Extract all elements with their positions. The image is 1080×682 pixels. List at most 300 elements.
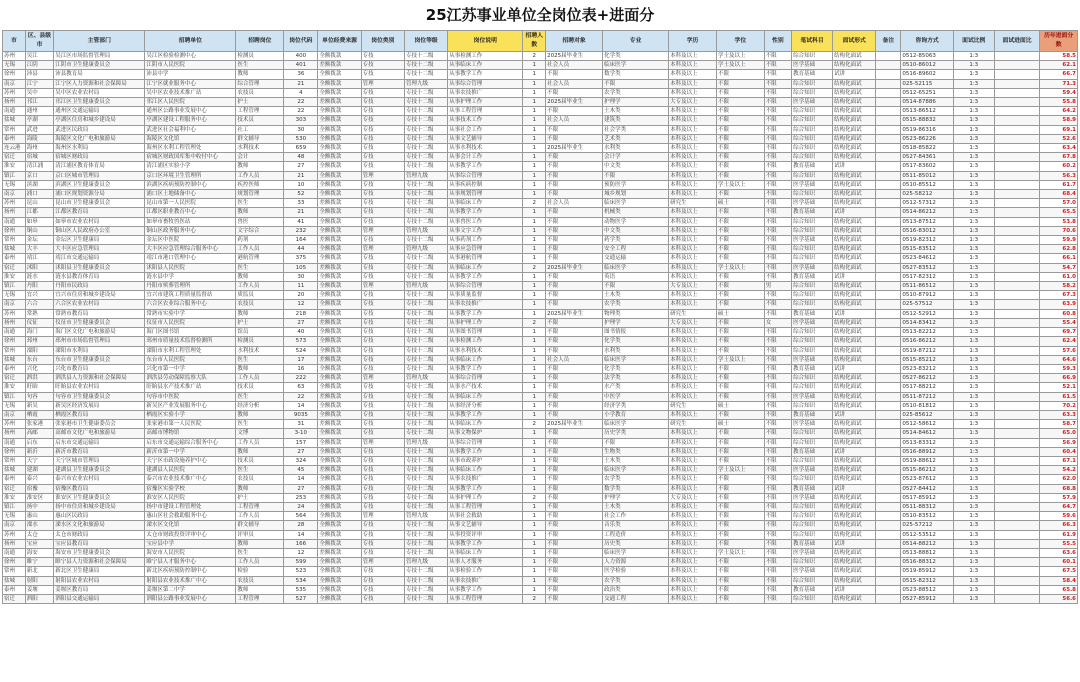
table-cell[interactable]: 不限 (764, 521, 791, 530)
table-cell[interactable]: 从事规划管理 (448, 190, 523, 199)
column-header[interactable]: 岗位说明 (448, 31, 523, 52)
table-cell[interactable]: 不限 (546, 236, 603, 245)
table-cell[interactable]: 本科及以上 (669, 383, 717, 392)
table-cell[interactable]: 1 (523, 548, 546, 557)
table-cell[interactable] (876, 61, 901, 70)
table-cell[interactable]: 1:3 (953, 272, 994, 281)
table-cell[interactable]: 专技十二级 (404, 539, 447, 548)
table-cell[interactable]: 结构化面试 (833, 530, 876, 539)
table-cell[interactable]: 试讲 (833, 208, 876, 217)
table-cell[interactable]: 从事教学工作 (448, 364, 523, 373)
table-cell[interactable]: 不限 (764, 309, 791, 318)
table-cell[interactable]: 33 (284, 199, 318, 208)
table-cell[interactable]: 从事护理工作 (448, 493, 523, 502)
table-cell[interactable] (994, 245, 1040, 254)
table-cell[interactable]: 技术员 (236, 456, 284, 465)
table-cell[interactable]: 全额拨款 (318, 217, 361, 226)
table-cell[interactable]: 0527-83512 (901, 263, 953, 272)
table-cell[interactable]: 仪征 (25, 318, 53, 327)
table-cell[interactable]: 苏州 (3, 309, 26, 318)
table-cell[interactable]: 232 (284, 226, 318, 235)
table-cell[interactable]: 不限 (716, 208, 764, 217)
table-cell[interactable]: 不限 (546, 346, 603, 355)
table-cell[interactable]: 1:3 (953, 199, 994, 208)
table-cell[interactable]: 本科及以上 (669, 567, 717, 576)
table-cell[interactable]: 1 (523, 153, 546, 162)
table-cell[interactable]: 宜兴 (25, 291, 53, 300)
table-cell[interactable]: 0515-82312 (901, 576, 953, 585)
table-cell[interactable]: 523 (284, 567, 318, 576)
table-cell[interactable]: 14 (284, 401, 318, 410)
table-cell[interactable]: 不限 (764, 52, 791, 61)
table-cell[interactable]: 海州 (25, 144, 53, 153)
table-cell[interactable]: 本科及以上 (669, 346, 717, 355)
table-cell[interactable]: 不限 (546, 153, 603, 162)
table-cell[interactable]: 不限 (546, 374, 603, 383)
table-cell[interactable]: 睢宁县人才服务中心 (145, 558, 236, 567)
table-cell[interactable]: 专技 (361, 594, 404, 603)
table-cell[interactable]: 全额拨款 (318, 226, 361, 235)
table-cell[interactable]: 专技十二级 (404, 585, 447, 594)
table-cell[interactable]: 盐城 (3, 245, 26, 254)
table-cell[interactable]: 0513-83312 (901, 438, 953, 447)
table-cell[interactable]: 1:3 (953, 594, 994, 603)
table-cell[interactable]: 1:3 (953, 107, 994, 116)
table-cell[interactable]: 学士及以上 (716, 52, 764, 61)
table-cell[interactable]: 66.9 (1040, 374, 1078, 383)
table-cell[interactable]: 综合知识 (792, 374, 833, 383)
table-cell[interactable] (876, 438, 901, 447)
table-cell[interactable]: 不限 (764, 328, 791, 337)
table-cell[interactable]: 检测员 (236, 52, 284, 61)
table-cell[interactable]: 农学类 (603, 300, 669, 309)
table-cell[interactable]: 沛县教育局 (54, 70, 145, 79)
table-cell[interactable]: 全额拨款 (318, 364, 361, 373)
table-cell[interactable]: 专技 (361, 401, 404, 410)
table-cell[interactable]: 差额拨款 (318, 420, 361, 429)
table-cell[interactable]: 常熟 (25, 309, 53, 318)
table-cell[interactable]: 不限 (764, 134, 791, 143)
table-cell[interactable]: 不限 (546, 594, 603, 603)
table-cell[interactable]: 从事临床工作 (448, 355, 523, 364)
table-cell[interactable]: 专技 (361, 383, 404, 392)
table-cell[interactable]: 专技 (361, 208, 404, 217)
table-cell[interactable]: 专技 (361, 484, 404, 493)
table-cell[interactable]: 0515-86212 (901, 466, 953, 475)
table-cell[interactable]: 惠山 (25, 512, 53, 521)
table-cell[interactable]: 专技 (361, 61, 404, 70)
table-cell[interactable] (994, 88, 1040, 97)
table-cell[interactable]: 高邮 (25, 429, 53, 438)
table-cell[interactable]: 综合知识 (792, 337, 833, 346)
table-cell[interactable] (994, 558, 1040, 567)
table-cell[interactable]: 2025届毕业生 (546, 309, 603, 318)
table-cell[interactable]: 医学基础 (792, 548, 833, 557)
table-cell[interactable] (994, 484, 1040, 493)
table-cell[interactable]: 盱眙 (25, 383, 53, 392)
table-cell[interactable]: 1 (523, 300, 546, 309)
table-cell[interactable]: 不限 (716, 484, 764, 493)
table-cell[interactable]: 管理 (361, 438, 404, 447)
table-cell[interactable]: 结构化面试 (833, 171, 876, 180)
table-cell[interactable]: 张家港市卫生健康委员会 (54, 420, 145, 429)
table-cell[interactable]: 不限 (764, 272, 791, 281)
table-cell[interactable]: 57.0 (1040, 199, 1078, 208)
table-cell[interactable] (876, 364, 901, 373)
table-cell[interactable]: 护士 (236, 318, 284, 327)
table-cell[interactable]: 专技 (361, 456, 404, 465)
table-cell[interactable]: 不限 (764, 236, 791, 245)
table-cell[interactable]: 大专及以上 (669, 493, 717, 502)
table-cell[interactable]: 专技 (361, 539, 404, 548)
table-cell[interactable]: 教师 (236, 364, 284, 373)
table-cell[interactable]: 医生 (236, 199, 284, 208)
table-cell[interactable]: 管理 (361, 79, 404, 88)
table-cell[interactable]: 综合知识 (792, 594, 833, 603)
table-cell[interactable] (994, 438, 1040, 447)
table-cell[interactable]: 专技十二级 (404, 98, 447, 107)
table-cell[interactable]: 涟水 (25, 272, 53, 281)
table-cell[interactable]: 本科及以上 (669, 217, 717, 226)
table-cell[interactable]: 不限 (546, 217, 603, 226)
table-cell[interactable]: 1:3 (953, 374, 994, 383)
column-header[interactable]: 招聘对象 (546, 31, 603, 52)
table-cell[interactable]: 京口区城市管理局 (54, 171, 145, 180)
table-cell[interactable]: 综合知识 (792, 282, 833, 291)
table-cell[interactable]: 医生 (236, 355, 284, 364)
table-cell[interactable]: 盐城 (3, 355, 26, 364)
table-cell[interactable]: 文博 (236, 429, 284, 438)
table-cell[interactable] (876, 456, 901, 465)
table-cell[interactable]: 66.3 (1040, 521, 1078, 530)
table-cell[interactable] (876, 429, 901, 438)
table-cell[interactable]: 不限 (716, 328, 764, 337)
table-cell[interactable]: 专技 (361, 548, 404, 557)
table-cell[interactable]: 护士 (236, 98, 284, 107)
table-cell[interactable]: 全额拨款 (318, 383, 361, 392)
table-cell[interactable]: 不限 (716, 456, 764, 465)
table-cell[interactable]: 61.7 (1040, 180, 1078, 189)
table-cell[interactable]: 全额拨款 (318, 567, 361, 576)
table-cell[interactable]: 铜山 (25, 226, 53, 235)
table-cell[interactable]: 不限 (546, 254, 603, 263)
table-cell[interactable]: 新北区卫生健康局 (54, 567, 145, 576)
table-cell[interactable] (994, 300, 1040, 309)
table-cell[interactable]: 吴中 (25, 88, 53, 97)
table-cell[interactable]: 护理学 (603, 318, 669, 327)
table-cell[interactable]: 58.9 (1040, 116, 1078, 125)
table-cell[interactable]: 专技十二级 (404, 429, 447, 438)
table-cell[interactable]: 不限 (716, 318, 764, 327)
table-cell[interactable]: 专技十二级 (404, 456, 447, 465)
column-header[interactable]: 区、县级市 (25, 31, 53, 52)
table-cell[interactable]: 60.2 (1040, 162, 1078, 171)
table-cell[interactable]: 医生 (236, 392, 284, 401)
table-cell[interactable]: 不限 (764, 217, 791, 226)
table-cell[interactable]: 专技 (361, 530, 404, 539)
table-cell[interactable]: 1 (523, 567, 546, 576)
table-cell[interactable]: 53.8 (1040, 217, 1078, 226)
table-cell[interactable]: 结构化面试 (833, 576, 876, 585)
table-cell[interactable] (994, 208, 1040, 217)
table-cell[interactable]: 教师 (236, 585, 284, 594)
table-cell[interactable]: 0523-88512 (901, 585, 953, 594)
table-cell[interactable]: 不限 (716, 291, 764, 300)
table-cell[interactable]: 专技 (361, 346, 404, 355)
table-cell[interactable]: 不限 (716, 539, 764, 548)
table-cell[interactable]: 1 (523, 171, 546, 180)
table-cell[interactable]: 不限 (764, 125, 791, 134)
table-cell[interactable] (876, 263, 901, 272)
table-cell[interactable]: 吴中区农业农村局 (54, 88, 145, 97)
table-cell[interactable]: 试讲 (833, 585, 876, 594)
table-cell[interactable]: 医学基础 (792, 567, 833, 576)
table-cell[interactable]: 1 (523, 484, 546, 493)
table-cell[interactable]: 30 (284, 272, 318, 281)
table-cell[interactable]: 差额拨款 (318, 355, 361, 364)
table-cell[interactable]: 0510-87912 (901, 291, 953, 300)
table-cell[interactable]: 医学基础 (792, 355, 833, 364)
table-cell[interactable]: 58.7 (1040, 420, 1078, 429)
table-cell[interactable]: 本科及以上 (669, 558, 717, 567)
table-cell[interactable]: 差额拨款 (318, 98, 361, 107)
table-cell[interactable]: 025-57512 (901, 300, 953, 309)
table-cell[interactable]: 1 (523, 585, 546, 594)
table-cell[interactable]: 不限 (716, 512, 764, 521)
table-cell[interactable]: 11 (284, 282, 318, 291)
table-cell[interactable] (994, 355, 1040, 364)
table-cell[interactable]: 无锡 (3, 401, 26, 410)
table-cell[interactable]: 宿城 (25, 153, 53, 162)
table-cell[interactable]: 昆山市卫生健康委员会 (54, 199, 145, 208)
table-cell[interactable]: 不限 (764, 107, 791, 116)
table-cell[interactable]: 徐州 (3, 447, 26, 456)
table-cell[interactable]: 27 (284, 447, 318, 456)
table-cell[interactable]: 1:3 (953, 337, 994, 346)
table-cell[interactable]: 结构化面试 (833, 180, 876, 189)
table-cell[interactable]: 专技 (361, 190, 404, 199)
table-cell[interactable]: 专技十二级 (404, 466, 447, 475)
table-cell[interactable]: 不限 (546, 438, 603, 447)
table-cell[interactable] (876, 548, 901, 557)
table-cell[interactable]: 从事疾病控制 (448, 180, 523, 189)
table-cell[interactable] (876, 116, 901, 125)
table-cell[interactable]: 不限 (764, 144, 791, 153)
table-cell[interactable]: 不限 (546, 272, 603, 281)
table-cell[interactable] (876, 282, 901, 291)
table-cell[interactable]: 64.2 (1040, 107, 1078, 116)
table-cell[interactable]: 硕士 (716, 420, 764, 429)
table-cell[interactable]: 海陵区文化广电和旅游局 (54, 134, 145, 143)
table-cell[interactable] (876, 162, 901, 171)
table-cell[interactable]: 扬州 (3, 429, 26, 438)
table-cell[interactable]: 从事文艺辅导 (448, 521, 523, 530)
table-cell[interactable]: 从事教学工作 (448, 208, 523, 217)
table-cell[interactable]: 淮安 (3, 162, 26, 171)
table-cell[interactable] (876, 466, 901, 475)
table-cell[interactable]: 从事投资评审 (448, 530, 523, 539)
table-cell[interactable]: 镇江 (3, 171, 26, 180)
column-header[interactable]: 历年进面分数 (1040, 31, 1078, 52)
table-cell[interactable]: 专技十二级 (404, 318, 447, 327)
table-cell[interactable]: 海安 (25, 548, 53, 557)
column-header[interactable]: 岗位类别 (361, 31, 404, 52)
table-cell[interactable]: 综合知识 (792, 456, 833, 465)
table-cell[interactable]: 不限 (764, 429, 791, 438)
table-cell[interactable]: 54.7 (1040, 263, 1078, 272)
table-cell[interactable]: 1:3 (953, 180, 994, 189)
table-cell[interactable]: 滨湖区卫生健康委员会 (54, 180, 145, 189)
table-cell[interactable] (994, 548, 1040, 557)
table-cell[interactable]: 仪征市人民医院 (145, 318, 236, 327)
table-cell[interactable]: 0517-85912 (901, 493, 953, 502)
table-cell[interactable] (876, 594, 901, 603)
table-cell[interactable]: 宿城区财政局 (54, 153, 145, 162)
table-cell[interactable]: 401 (284, 61, 318, 70)
table-cell[interactable]: 综合知识 (792, 558, 833, 567)
table-cell[interactable] (994, 456, 1040, 465)
table-cell[interactable]: 仪征市卫生健康委员会 (54, 318, 145, 327)
table-cell[interactable]: 综合知识 (792, 245, 833, 254)
table-cell[interactable]: 1 (523, 282, 546, 291)
table-cell[interactable]: 不限 (716, 447, 764, 456)
table-cell[interactable] (994, 79, 1040, 88)
table-cell[interactable]: 吴江区市场监督管理局 (54, 52, 145, 61)
table-cell[interactable]: 溧阳市水利局 (54, 346, 145, 355)
table-cell[interactable]: 45 (284, 466, 318, 475)
table-cell[interactable] (994, 254, 1040, 263)
table-cell[interactable]: 专技十二级 (404, 364, 447, 373)
table-cell[interactable]: 盱眙县水产技术推广站 (145, 383, 236, 392)
table-cell[interactable]: 0516-83012 (901, 226, 953, 235)
table-cell[interactable]: 不限 (716, 107, 764, 116)
table-cell[interactable]: 1:3 (953, 429, 994, 438)
table-cell[interactable]: 浦口区规划资源分局 (54, 190, 145, 199)
table-cell[interactable] (876, 171, 901, 180)
table-cell[interactable]: 人力资源 (603, 558, 669, 567)
table-cell[interactable] (994, 539, 1040, 548)
table-cell[interactable]: 结构化面试 (833, 236, 876, 245)
table-cell[interactable]: 扬州 (3, 208, 26, 217)
table-cell[interactable]: 天宁 (25, 456, 53, 465)
table-cell[interactable]: 惠山区民政局 (54, 512, 145, 521)
table-cell[interactable]: 不限 (764, 346, 791, 355)
table-cell[interactable] (994, 447, 1040, 456)
table-cell[interactable]: 南京 (3, 79, 26, 88)
table-cell[interactable]: 0523-84612 (901, 254, 953, 263)
table-cell[interactable]: 综合知识 (792, 438, 833, 447)
table-cell[interactable]: 交通工程 (603, 594, 669, 603)
table-cell[interactable]: 不限 (764, 171, 791, 180)
table-cell[interactable]: 0511-85012 (901, 171, 953, 180)
table-cell[interactable]: 不限 (546, 401, 603, 410)
table-cell[interactable]: 1:3 (953, 346, 994, 355)
table-cell[interactable]: 海安市人民医院 (145, 548, 236, 557)
table-cell[interactable]: 结构化面试 (833, 328, 876, 337)
column-header[interactable]: 面试进面比 (994, 31, 1040, 52)
table-cell[interactable]: 淮安区卫生健康委员会 (54, 493, 145, 502)
table-cell[interactable] (994, 594, 1040, 603)
table-cell[interactable]: 0517-83602 (901, 162, 953, 171)
table-cell[interactable]: 0519-88612 (901, 456, 953, 465)
table-cell[interactable]: 64.6 (1040, 355, 1078, 364)
table-cell[interactable]: 不限 (764, 493, 791, 502)
table-cell[interactable]: 1:3 (953, 208, 994, 217)
table-cell[interactable]: 不限 (764, 190, 791, 199)
table-cell[interactable]: 常州 (3, 567, 26, 576)
table-cell[interactable]: 27 (284, 162, 318, 171)
table-cell[interactable] (876, 484, 901, 493)
table-cell[interactable]: 1 (523, 392, 546, 401)
table-cell[interactable] (994, 429, 1040, 438)
table-cell[interactable]: 南通 (3, 438, 26, 447)
table-cell[interactable]: 不限 (764, 88, 791, 97)
table-cell[interactable]: 不限 (546, 521, 603, 530)
table-cell[interactable]: 全额拨款 (318, 521, 361, 530)
table-cell[interactable]: 不限 (716, 558, 764, 567)
table-cell[interactable]: 从事文字工作 (448, 226, 523, 235)
table-cell[interactable]: 不限 (716, 79, 764, 88)
table-cell[interactable]: 本科及以上 (669, 226, 717, 235)
table-cell[interactable]: 0514-86212 (901, 208, 953, 217)
table-cell[interactable]: 艺术类 (603, 134, 669, 143)
table-cell[interactable]: 从事工程管理 (448, 107, 523, 116)
table-cell[interactable]: 高邮市博物馆 (145, 429, 236, 438)
table-cell[interactable]: 医学基础 (792, 263, 833, 272)
table-cell[interactable]: 社会学类 (603, 125, 669, 134)
table-cell[interactable]: 药学类 (603, 236, 669, 245)
table-cell[interactable]: 历史学类 (603, 429, 669, 438)
table-cell[interactable]: 1 (523, 438, 546, 447)
table-cell[interactable]: 结构化面试 (833, 134, 876, 143)
table-cell[interactable]: 建湖县人民医院 (145, 466, 236, 475)
table-cell[interactable]: 综合知识 (792, 88, 833, 97)
table-cell[interactable]: 1:3 (953, 236, 994, 245)
table-cell[interactable]: 2 (523, 199, 546, 208)
table-cell[interactable]: 盐城 (3, 116, 26, 125)
table-cell[interactable]: 研究生 (669, 199, 717, 208)
column-header[interactable]: 学历 (669, 31, 717, 52)
table-cell[interactable]: 专技 (361, 410, 404, 419)
table-cell[interactable]: 31 (284, 420, 318, 429)
table-cell[interactable]: 工作人员 (236, 171, 284, 180)
table-cell[interactable]: 专技十二级 (404, 392, 447, 401)
table-cell[interactable]: 综合知识 (792, 125, 833, 134)
table-cell[interactable]: 69.1 (1040, 125, 1078, 134)
table-cell[interactable] (994, 272, 1040, 281)
table-cell[interactable]: 从事药剂工作 (448, 236, 523, 245)
table-cell[interactable]: 滨湖区疾病预防控制中心 (145, 180, 236, 189)
table-cell[interactable]: 泰州 (3, 254, 26, 263)
table-cell[interactable]: 1:3 (953, 309, 994, 318)
table-cell[interactable] (994, 98, 1040, 107)
table-cell[interactable]: 教师 (236, 539, 284, 548)
table-cell[interactable]: 本科及以上 (669, 447, 717, 456)
table-cell[interactable] (994, 217, 1040, 226)
table-cell[interactable]: 医学基础 (792, 236, 833, 245)
table-cell[interactable]: 专技十二级 (404, 300, 447, 309)
table-cell[interactable]: 不限 (546, 125, 603, 134)
table-cell[interactable]: 不限 (716, 374, 764, 383)
table-cell[interactable]: 1:3 (953, 355, 994, 364)
table-cell[interactable]: 不限 (716, 576, 764, 585)
table-cell[interactable]: 1 (523, 374, 546, 383)
table-cell[interactable]: 从事文物保护 (448, 429, 523, 438)
table-cell[interactable] (994, 116, 1040, 125)
table-cell[interactable] (994, 226, 1040, 235)
table-cell[interactable] (994, 180, 1040, 189)
table-cell[interactable]: 邳州市市场监督管理局 (54, 337, 145, 346)
